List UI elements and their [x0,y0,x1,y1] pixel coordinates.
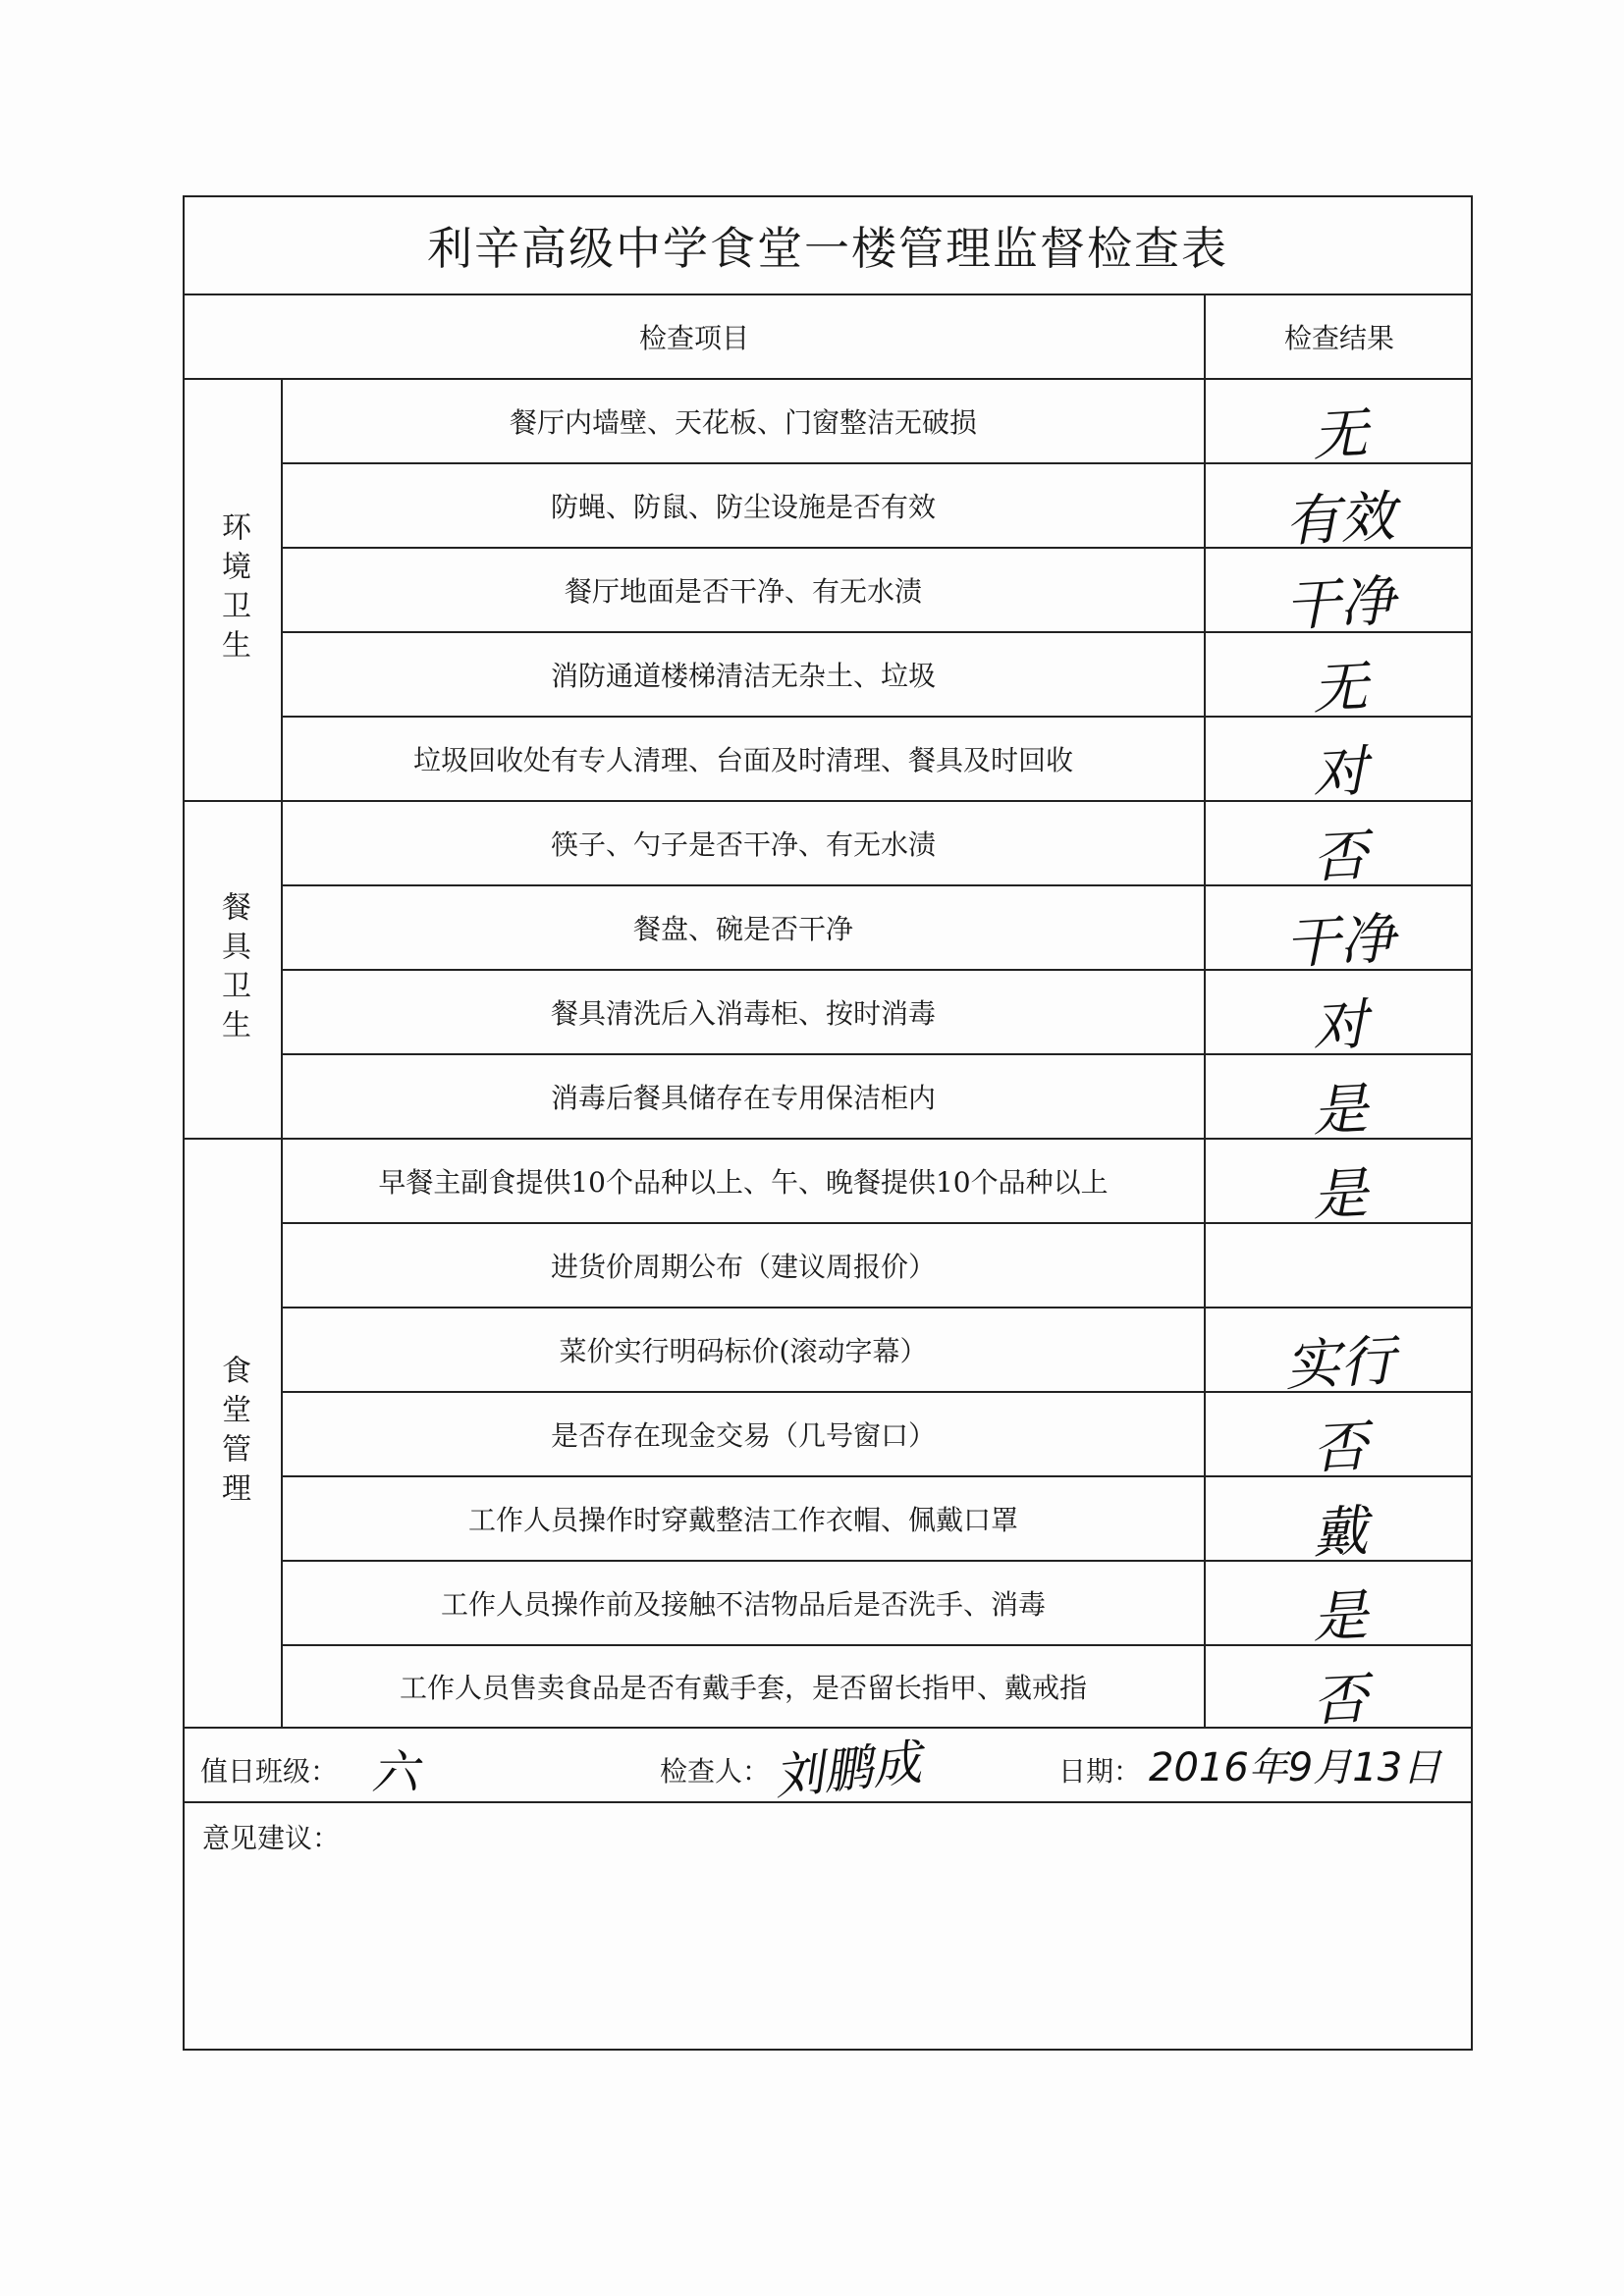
table-row [283,1224,1473,1308]
row-result: 干净 [1283,907,1397,977]
table-row [283,1393,1473,1482]
table-row [283,1646,1473,1735]
row-item: 早餐主副食提供10个品种以上、午、晚餐提供10个品种以上 [283,1140,1206,1222]
inspection-form [183,195,1473,2051]
header-inspection-result: 检查结果 [1206,295,1473,380]
row-item: 餐具清洗后入消毒柜、按时消毒 [283,971,1206,1053]
date-value: 2016年9月13日 [1149,1745,1442,1790]
row-item: 防蝇、防鼠、防尘设施是否有效 [283,464,1206,547]
row-result: 无 [1311,401,1370,469]
row-result: 有效 [1283,485,1397,555]
row-item: 消防通道楼梯清洁无杂土、垃圾 [283,633,1206,716]
table-row [283,802,1473,891]
table-row [283,886,1473,977]
table-row [283,380,1473,469]
row-item: 菜价实行明码标价(滚动字幕） [283,1308,1206,1391]
opinion-label: 意见建议： [202,1822,341,1854]
duty-class-label: 值日班级： [200,1755,339,1788]
row-result: 是 [1311,1161,1370,1229]
table-row [283,633,1473,722]
category-label: 环境卫生 [216,511,250,668]
row-item: 筷子、勺子是否干净、有无水渍 [283,802,1206,884]
row-item: 工作人员操作前及接触不洁物品后是否洗手、消毒 [283,1562,1206,1644]
row-item: 工作人员操作时穿戴整洁工作衣帽、佩戴口罩 [283,1477,1206,1560]
row-result: 否 [1311,1415,1370,1482]
category-tableware [185,802,283,1140]
category-environment [185,380,283,802]
signature-row [185,1729,1471,1806]
inspector-signature: 刘鹏成 [771,1734,925,1806]
header-inspection-item: 检查项目 [185,295,1206,380]
category-canteen-management [185,1140,283,1729]
table-row [283,1562,1473,1651]
table-row [283,718,1473,807]
row-item: 进货价周期公布（建议周报价） [283,1224,1206,1307]
row-item: 餐厅地面是否干净、有无水渍 [283,549,1206,631]
row-result: 无 [1311,655,1370,722]
form-title: 利辛高级中学食堂一楼管理监督检查表 [185,197,1471,295]
table-row [283,1140,1473,1229]
row-result: 是 [1311,1077,1370,1145]
row-item: 工作人员售卖食品是否有戴手套，是否留长指甲、戴戒指 [283,1646,1206,1727]
row-result: 干净 [1283,569,1397,639]
row-item: 消毒后餐具储存在专用保洁柜内 [283,1055,1206,1138]
inspector-label: 检查人： [660,1755,771,1788]
category-label: 食堂管理 [216,1355,250,1512]
row-result: 戴 [1311,1499,1370,1567]
row-item: 垃圾回收处有专人清理、台面及时清理、餐具及时回收 [283,718,1206,800]
row-result: 是 [1311,1583,1370,1651]
row-item: 餐厅内墙壁、天花板、门窗整洁无破损 [283,380,1206,462]
row-result: 否 [1311,1667,1370,1735]
table-row [283,1477,1473,1567]
table-row [283,464,1473,555]
row-result: 对 [1311,739,1370,807]
table-row [283,1308,1473,1399]
row-item: 是否存在现金交易（几号窗口） [283,1393,1206,1475]
category-label: 餐具卫生 [216,891,250,1048]
table-row [283,1055,1473,1145]
duty-class-value: 六 [371,1745,419,1800]
row-result: 实行 [1283,1329,1397,1399]
row-result: 否 [1311,824,1370,891]
row-result: 对 [1311,992,1370,1060]
table-row [283,971,1473,1060]
date-label: 日期： [1058,1755,1142,1788]
row-item: 餐盘、碗是否干净 [283,886,1206,969]
table-row [283,549,1473,639]
